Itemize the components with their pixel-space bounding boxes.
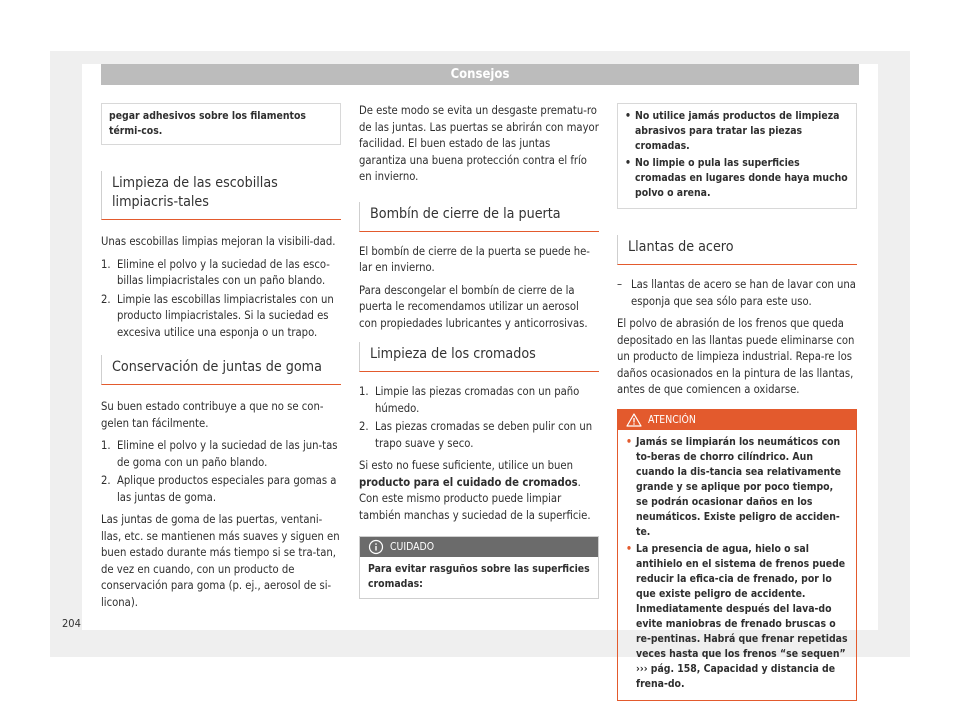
seals-continued-paragraph: De este modo se evita un desgaste prematu-ro de las juntas. Las puertas se abrirán con mayor facilidad. El buen estado de las juntas garantiza una buena protección contra el frío en invierno. xyxy=(359,104,599,183)
warning-page-link[interactable]: ››› pág. 158, Capacidad y distancia de frena-do. xyxy=(636,662,836,690)
info-circle-icon xyxy=(368,539,384,555)
list-item: • La presencia de agua, hielo o sal antihielo en el sistema de frenos puede reducir la efica-cia de frenado, por lo que existe peligro de accidente. Inmediatamente después del lava-do evite maniobras de frenado bruscas o re-pentinas. Habrá que frenar repetidas veces hasta que los frenos “se sequen” ››› pág. 158, Capacidad y distancia de frena-do. xyxy=(626,542,848,690)
heading-seals: Conservación de juntas de goma xyxy=(101,355,341,385)
chrome-product-term: producto para el cuidado de cromados xyxy=(359,475,578,489)
column-1 xyxy=(101,103,341,617)
heading-wipers: Limpieza de las escobillas limpiacris-tales xyxy=(101,171,341,220)
lock-paragraph-1: El bombín de cierre de la puerta se puede he-lar en invierno. xyxy=(359,244,590,274)
heading-door-lock: Bombín de cierre de la puerta xyxy=(359,202,599,232)
list-item: • No utilice jamás productos de limpieza abrasivos para tratar las piezas cromadas. xyxy=(625,110,840,152)
list-item: 2. Las piezas cromadas se deben pulir con un trapo suave y seco. xyxy=(359,420,593,450)
seals-intro: Su buen estado contribuye a que no se con-gelen tan fácilmente. xyxy=(101,400,324,430)
warning-triangle-icon xyxy=(626,412,642,428)
bullet-icon: • xyxy=(625,110,631,122)
steel-paragraph: El polvo de abrasión de los frenos que queda depositado en las llantas puede eliminarse con un producto de limpieza industrial. Repa-re los daños ocasionados en la pintura de las llantas, antes de que comiencen a oxidarse. xyxy=(617,317,855,396)
column-2 xyxy=(359,103,599,599)
warning-header xyxy=(618,410,856,430)
heading-steel-rims: Llantas de acero xyxy=(617,235,857,265)
chrome-steps xyxy=(359,384,599,452)
continued-note-box: pegar adhesivos sobre los filamentos térmi-cos. xyxy=(101,103,341,145)
list-item: 2. Limpie las escobillas limpiacristales con un producto limpiacristales. Si la suciedad es excesiva utilice una esponja o un trapo. xyxy=(101,292,334,339)
list-item: 2. Aplique productos especiales para gomas a las juntas de goma. xyxy=(101,474,337,504)
caution-box xyxy=(359,536,599,599)
list-item: 1. Elimine el polvo y la suciedad de las esco-billas limpiacristales con un paño blando. xyxy=(101,257,330,287)
page-number: 204 xyxy=(62,617,81,630)
caution-continued-box xyxy=(617,103,857,209)
wipers-steps xyxy=(101,257,341,342)
lock-paragraph-2: Para descongelar el bombín de cierre de la puerta le recomendamos utilizar un aerosol con propiedades lubricantes y anticorrosivas. xyxy=(359,283,588,330)
list-item: • No limpie o pula las superficies cromadas en lugares donde haya mucho polvo o arena. xyxy=(625,157,848,199)
bullet-icon: • xyxy=(626,542,632,555)
list-item: 1. Elimine el polvo y la suciedad de las jun-tas de goma con un paño blando. xyxy=(101,439,338,469)
warning-title: ATENCIÓN xyxy=(648,413,696,426)
page-header: Consejos xyxy=(101,64,859,85)
warning-body xyxy=(618,430,856,700)
bullet-icon: • xyxy=(626,435,632,448)
caution-title: CUIDADO xyxy=(390,541,435,553)
list-item: • Jamás se limpiarán los neumáticos con to-beras de chorro cilíndrico. Aun cuando la dis-tancia sea relativamente grande y se aplique por poco tiempo, se podrán ocasionar daños en los neumáticos. Existe peligro de acciden-te. xyxy=(626,435,841,538)
list-item: 1. Limpie las piezas cromadas con un paño húmedo. xyxy=(359,385,580,415)
heading-chrome: Limpieza de los cromados xyxy=(359,342,599,372)
warning-box xyxy=(617,409,857,701)
dash-icon: – xyxy=(617,278,623,291)
caution-header xyxy=(360,537,598,557)
column-3 xyxy=(617,103,857,701)
wipers-intro: Unas escobillas limpias mejoran la visibili-dad. xyxy=(101,235,336,248)
list-item: – Las llantas de acero se han de lavar con una esponja que sea sólo para este uso. xyxy=(617,278,856,308)
seals-paragraph: Las juntas de goma de las puertas, ventani-llas, etc. se mantienen más suaves y siguen en buen estado durante más tiempo si se tra-tan, de vez en cuando, con un producto de conservación para goma (p. ej., aerosol de si-licona). xyxy=(101,513,340,609)
chrome-paragraph: Si esto no fuese suficiente, utilice un buen producto para el cuidado de cromados. Con este mismo producto puede limpiar también manchas y suciedad de la superficie. xyxy=(359,459,591,522)
bullet-icon: • xyxy=(625,157,631,169)
seals-steps xyxy=(101,438,341,506)
caution-text: Para evitar rasguños sobre las superficies cromadas: xyxy=(368,563,590,590)
